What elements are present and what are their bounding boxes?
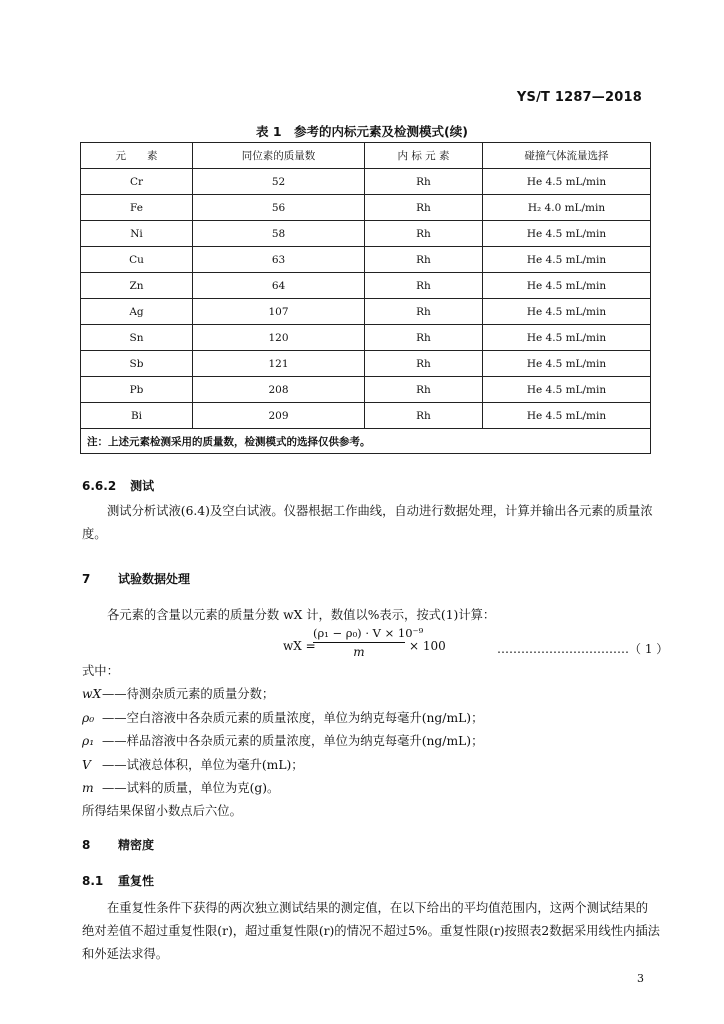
variable-symbol: V: [82, 757, 91, 772]
header-element: 元 素: [81, 143, 193, 169]
cell-gas: He 4.5 mL/min: [483, 273, 651, 299]
variable-description: ——试料的质量，单位为克(g)。: [102, 781, 280, 796]
section-number: 7: [82, 572, 91, 586]
section-heading-8: [82, 836, 154, 853]
variable-item: [82, 683, 662, 706]
table-note: 注：上述元素检测采用的质量数，检测模式的选择仅供参考。: [81, 429, 651, 454]
table-row: [81, 403, 651, 429]
table-row: [81, 169, 651, 195]
variable-description: ——空白溶液中各杂质元素的质量浓度，单位为纳克每毫升(ng/mL)；: [102, 710, 484, 725]
cell-gas: He 4.5 mL/min: [483, 403, 651, 429]
cell-element: Cu: [81, 247, 193, 273]
variable-symbol: wX: [82, 687, 102, 702]
section-title: 试验数据处理: [118, 572, 191, 586]
cell-mass: 107: [193, 299, 365, 325]
cell-gas: He 4.5 mL/min: [483, 351, 651, 377]
cell-element: Ag: [81, 299, 193, 325]
table-row: [81, 273, 651, 299]
variable-description: ——待测杂质元素的质量分数；: [102, 687, 275, 702]
variable-description: ——样品溶液中各杂质元素的质量浓度，单位为纳克每毫升(ng/mL)；: [102, 734, 484, 749]
cell-mass: 52: [193, 169, 365, 195]
cell-internal: Rh: [365, 221, 483, 247]
cell-internal: Rh: [365, 273, 483, 299]
section-number: 8: [82, 838, 91, 852]
cell-gas: He 4.5 mL/min: [483, 299, 651, 325]
formula-rhs: × 100: [409, 639, 446, 653]
cell-internal: Rh: [365, 195, 483, 221]
cell-gas: He 4.5 mL/min: [483, 325, 651, 351]
formula-numerator: (ρ₁ − ρ₀) · V × 10⁻⁹: [313, 626, 405, 643]
variable-symbol: m: [82, 781, 94, 796]
cell-mass: 63: [193, 247, 365, 273]
cell-internal: Rh: [365, 247, 483, 273]
cell-internal: Rh: [365, 351, 483, 377]
cell-internal: Rh: [365, 325, 483, 351]
variable-symbol: ρ₁: [82, 734, 95, 749]
cell-internal: Rh: [365, 403, 483, 429]
section-6-6-2-text: 测试分析试液(6.4)及空白试液。仪器根据工作曲线，自动进行数据处理，计算并输出各元素的质量浓度。: [82, 504, 653, 541]
cell-mass: 208: [193, 377, 365, 403]
cell-internal: Rh: [365, 299, 483, 325]
header-mass-number: 同位素的质量数: [193, 143, 365, 169]
cell-element: Pb: [81, 377, 193, 403]
section-title: 重复性: [118, 874, 155, 888]
section-heading-7: [82, 570, 190, 587]
variable-item: [82, 777, 662, 800]
table-header-row: [81, 143, 651, 169]
cell-element: Sb: [81, 351, 193, 377]
variable-item: [82, 754, 662, 777]
cell-mass: 58: [193, 221, 365, 247]
table-row: [81, 351, 651, 377]
formula-number: ……………………………（ 1 ）: [497, 642, 669, 656]
formula-denominator: m: [353, 645, 365, 659]
cell-element: Fe: [81, 195, 193, 221]
formula-fraction: [313, 626, 424, 659]
variable-item: [82, 730, 662, 753]
table-row: [81, 299, 651, 325]
cell-element: Sn: [81, 325, 193, 351]
variable-description: ——试液总体积，单位为毫升(mL)；: [102, 757, 304, 772]
table-caption: 表 1 参考的内标元素及检测模式(续): [256, 124, 468, 139]
table-note-row: [81, 429, 651, 454]
section-heading-6-6-2: [82, 477, 154, 494]
reference-table: [80, 142, 651, 454]
table-row: [81, 195, 651, 221]
table-row: [81, 221, 651, 247]
cell-mass: 56: [193, 195, 365, 221]
section-8-1-text: 在重复性条件下获得的两次独立测试结果的测定值，在以下给出的平均值范围内，这两个测试结果的绝对差值不超过重复性限(r)，超过重复性限(r)的情况不超过5%。重复性限(r)按照表2数据采用线性内插法和外延法求得。: [82, 901, 660, 961]
cell-internal: Rh: [365, 169, 483, 195]
table-row: [81, 247, 651, 273]
cell-gas: He 4.5 mL/min: [483, 169, 651, 195]
header-internal-standard: 内 标 元 素: [365, 143, 483, 169]
cell-gas: He 4.5 mL/min: [483, 221, 651, 247]
cell-mass: 120: [193, 325, 365, 351]
section-7-intro: 各元素的含量以元素的质量分数 wX 计，数值以%表示，按式(1)计算：: [107, 608, 496, 622]
header-collision-gas: 碰撞气体流量选择: [483, 143, 651, 169]
cell-element: Bi: [81, 403, 193, 429]
table-row: [81, 325, 651, 351]
cell-gas: H₂ 4.0 mL/min: [483, 195, 651, 221]
variable-item: [82, 707, 662, 730]
section-title: 精密度: [118, 838, 155, 852]
cell-mass: 121: [193, 351, 365, 377]
formula-lhs: wX =: [283, 639, 316, 653]
cell-mass: 64: [193, 273, 365, 299]
closing-note: 所得结果保留小数点后六位。: [82, 804, 242, 819]
cell-gas: He 4.5 mL/min: [483, 247, 651, 273]
cell-element: Cr: [81, 169, 193, 195]
standard-code-header: YS/T 1287—2018: [516, 90, 642, 105]
page-number: 3: [637, 972, 644, 985]
cell-mass: 209: [193, 403, 365, 429]
table-row: [81, 377, 651, 403]
variable-definitions: [82, 660, 662, 824]
cell-element: Ni: [81, 221, 193, 247]
variable-symbol: ρ₀: [82, 710, 95, 725]
section-number: 8.1: [82, 874, 104, 888]
section-number: 6.6.2: [82, 479, 117, 493]
cell-internal: Rh: [365, 377, 483, 403]
cell-gas: He 4.5 mL/min: [483, 377, 651, 403]
where-label: 式中：: [82, 664, 119, 678]
cell-element: Zn: [81, 273, 193, 299]
section-heading-8-1: [82, 872, 154, 889]
section-title: 测试: [130, 479, 155, 493]
